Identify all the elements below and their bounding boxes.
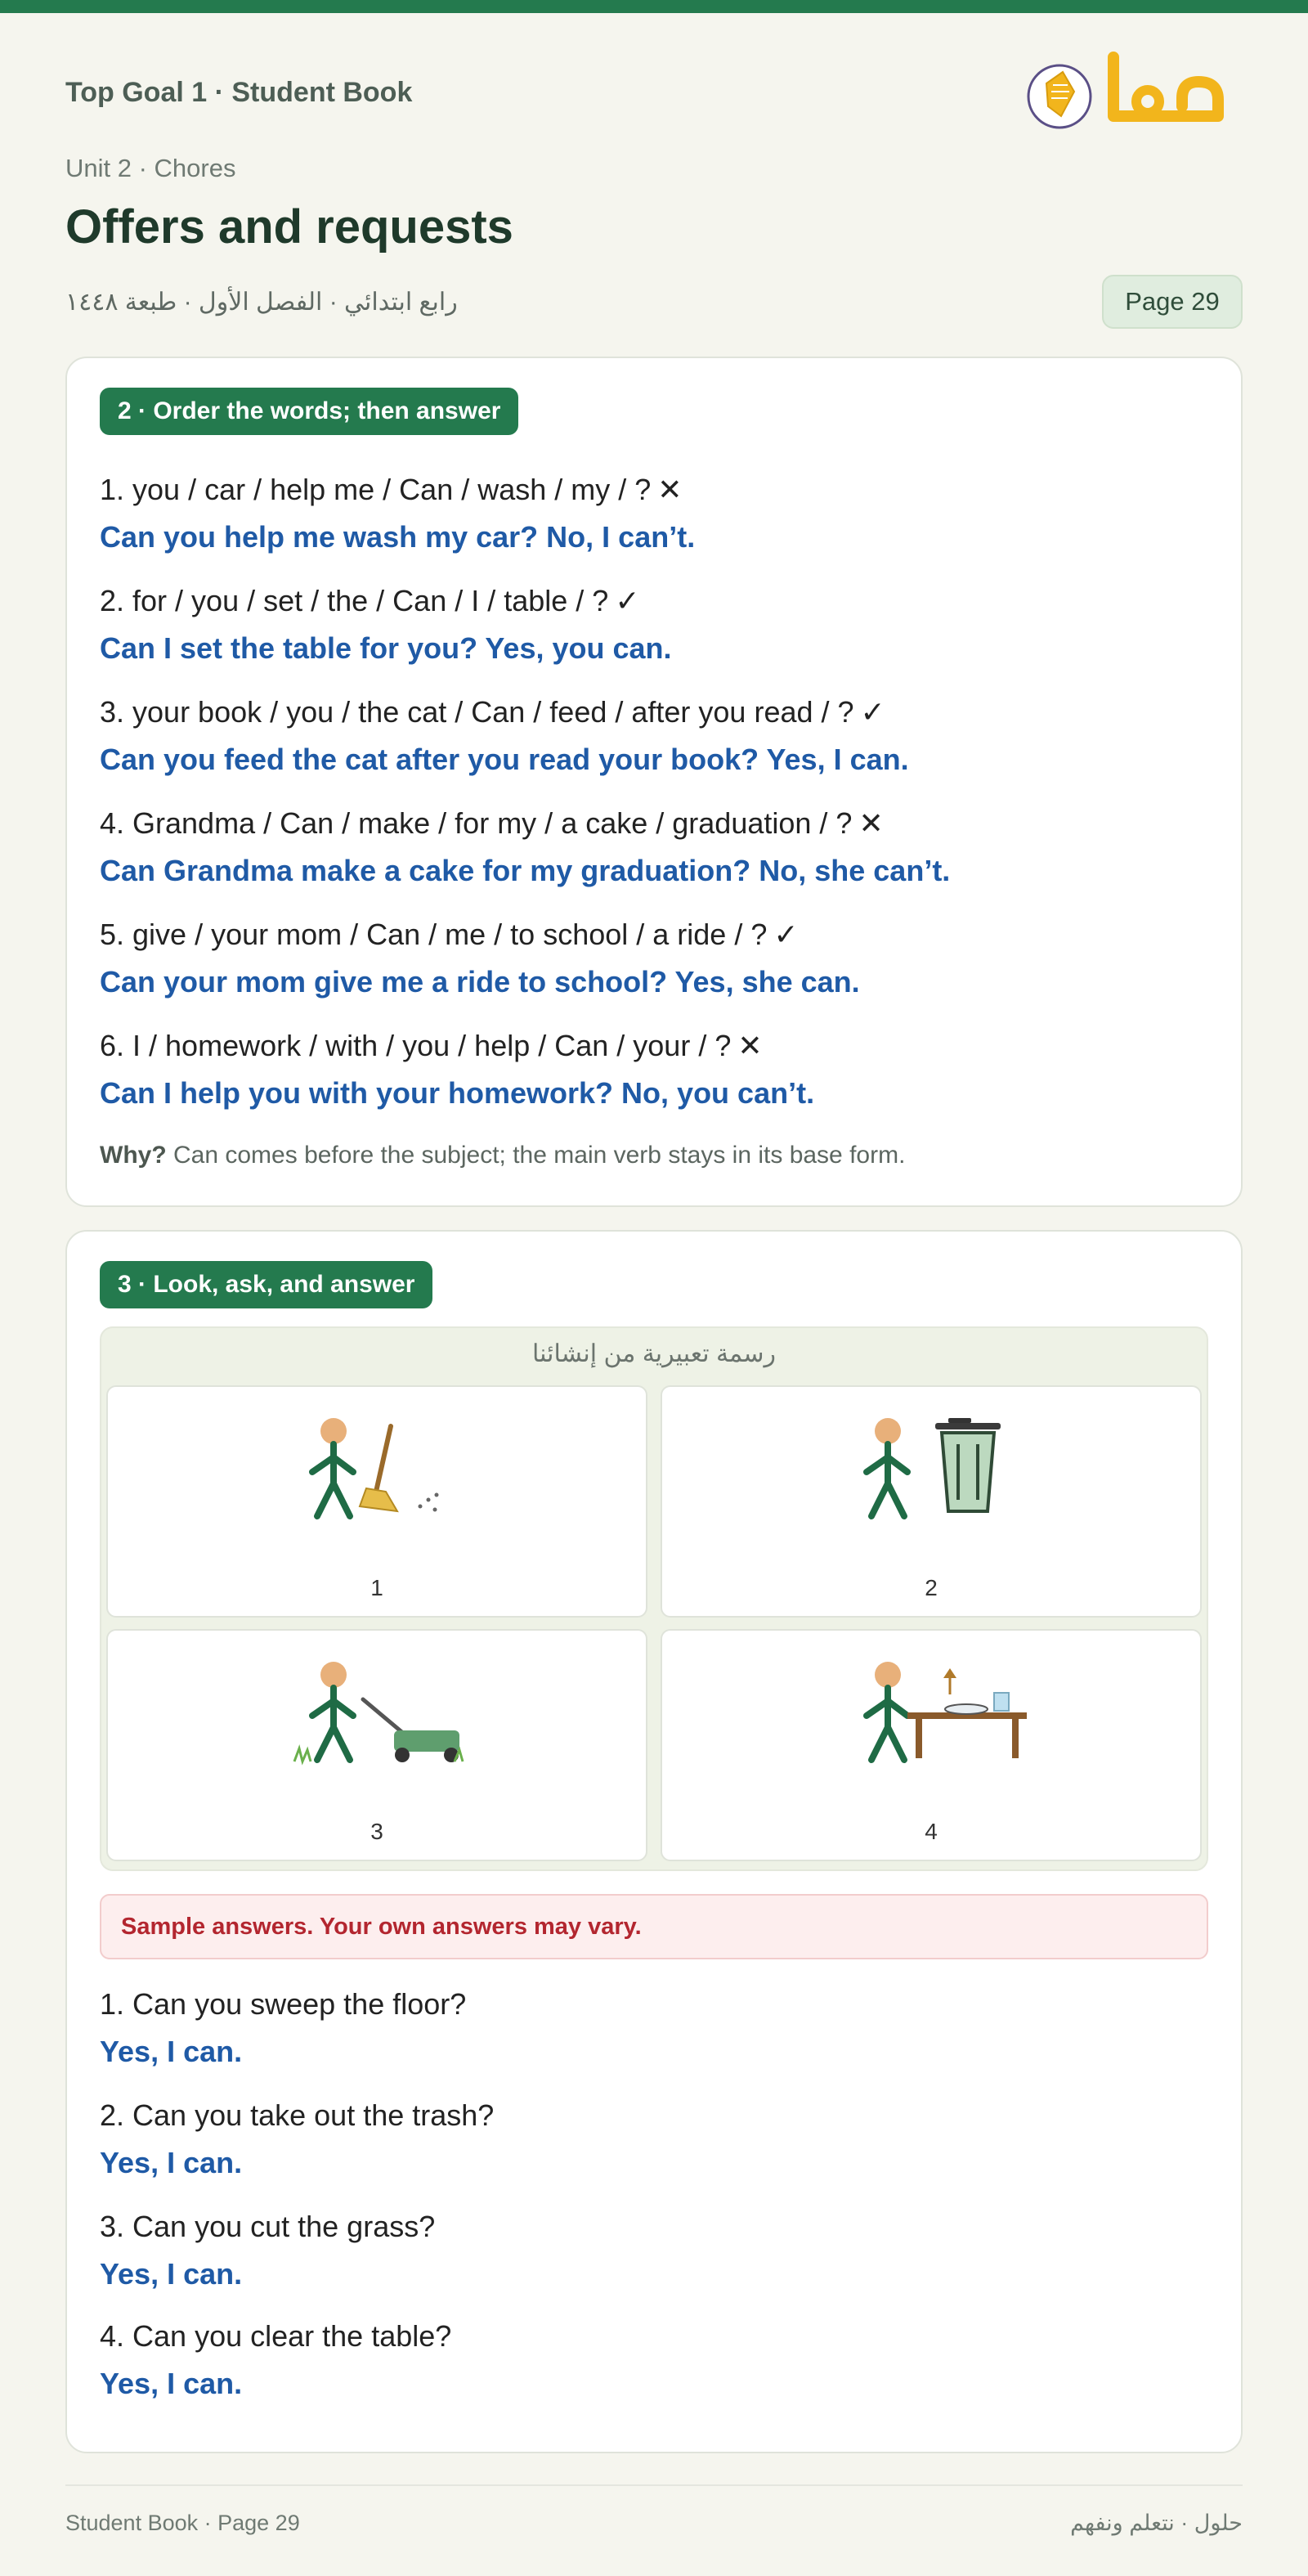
question-item: 3. Can you cut the grass? xyxy=(100,2210,436,2243)
section-tag: 2 · Order the words; then answer xyxy=(100,388,518,435)
answer-item: Yes, I can. xyxy=(100,2035,243,2068)
question-item: 3. your book / you / the cat / Can / feed / after you read / ? ✓ xyxy=(100,695,885,729)
lawn-mower-icon xyxy=(108,1631,649,1794)
check-mark-icon: ✓ xyxy=(773,918,799,951)
check-mark-icon: ✓ xyxy=(615,584,640,617)
picture-card xyxy=(106,1385,647,1618)
look-ask-answer-card xyxy=(65,1230,1243,2453)
footer-divider xyxy=(65,2484,1243,2486)
answer-item: Can your mom give me a ride to school? Yes, she can. xyxy=(100,965,860,999)
answer-item: Yes, I can. xyxy=(100,2146,243,2179)
sweeping-broom-icon xyxy=(108,1387,649,1551)
cross-mark-icon: ✕ xyxy=(858,806,884,840)
answer-item: Can I help you with your homework? No, you can’t. xyxy=(100,1076,815,1110)
question-item: 2. Can you take out the trash? xyxy=(100,2098,495,2132)
section-tag: 3 · Look, ask, and answer xyxy=(100,1261,432,1308)
question-item: 1. Can you sweep the floor? xyxy=(100,1987,467,2021)
picture-card xyxy=(661,1629,1202,1861)
order-words-card xyxy=(65,357,1243,1207)
cross-mark-icon: ✕ xyxy=(657,473,683,506)
unit-label: Unit 2 · Chores xyxy=(65,154,236,182)
top-accent-bar xyxy=(0,0,1308,13)
answer-item: Can Grandma make a cake for my graduation? No, she can’t. xyxy=(100,854,951,887)
book-title: Top Goal 1 · Student Book xyxy=(65,77,413,108)
answer-item: Can you feed the cat after you read your book? Yes, I can. xyxy=(100,743,909,776)
picture-number: 3 xyxy=(370,1819,383,1844)
check-mark-icon: ✓ xyxy=(860,695,885,729)
question-item: 1. you / car / help me / Can / wash / my / ? ✕ xyxy=(100,473,683,506)
picture-card xyxy=(106,1629,647,1861)
question-item: 4. Can you clear the table? xyxy=(100,2319,452,2353)
footer-page-label: Student Book · Page 29 xyxy=(65,2511,300,2535)
question-item: 6. I / homework / with / you / help / Can / your / ? ✕ xyxy=(100,1029,763,1062)
pictures-caption: رسمة تعبيرية من إنشائنا xyxy=(531,1340,776,1367)
answer-item: Yes, I can. xyxy=(100,2367,243,2400)
picture-number: 4 xyxy=(925,1819,938,1844)
question-item: 2. for / you / set / the / Can / I / table / ? ✓ xyxy=(100,584,640,617)
sample-answers-note: Sample answers. Your own answers may vary. xyxy=(100,1894,1208,1959)
answer-item: Yes, I can. xyxy=(100,2257,243,2291)
picture-card xyxy=(661,1385,1202,1618)
footer-brand-tagline: حلول · نتعلم ونفهم xyxy=(1070,2511,1243,2535)
logo-icon xyxy=(1024,47,1236,137)
page-title: Offers and requests xyxy=(65,200,513,254)
answer-item: Can I set the table for you? Yes, you can. xyxy=(100,631,672,665)
question-item: 4. Grandma / Can / make / for my / a cake / graduation / ? ✕ xyxy=(100,806,884,840)
picture-number: 1 xyxy=(370,1575,383,1600)
picture-number: 2 xyxy=(925,1575,938,1600)
cross-mark-icon: ✕ xyxy=(737,1029,763,1062)
table-clearing-icon xyxy=(662,1631,1203,1794)
question-item: 5. give / your mom / Can / me / to school / a ride / ? ✓ xyxy=(100,918,799,951)
answer-item: Can you help me wash my car? No, I can’t. xyxy=(100,520,696,554)
why-note: Why? Can comes before the subject; the main verb stays in its base form. xyxy=(100,1142,906,1169)
trash-can-icon xyxy=(662,1387,1203,1551)
page-badge: Page 29 xyxy=(1102,275,1243,329)
pictures-panel xyxy=(100,1326,1208,1871)
arabic-subtitle: رابع ابتدائي · الفصل الأول · طبعة ١٤٤٨ xyxy=(65,289,458,316)
